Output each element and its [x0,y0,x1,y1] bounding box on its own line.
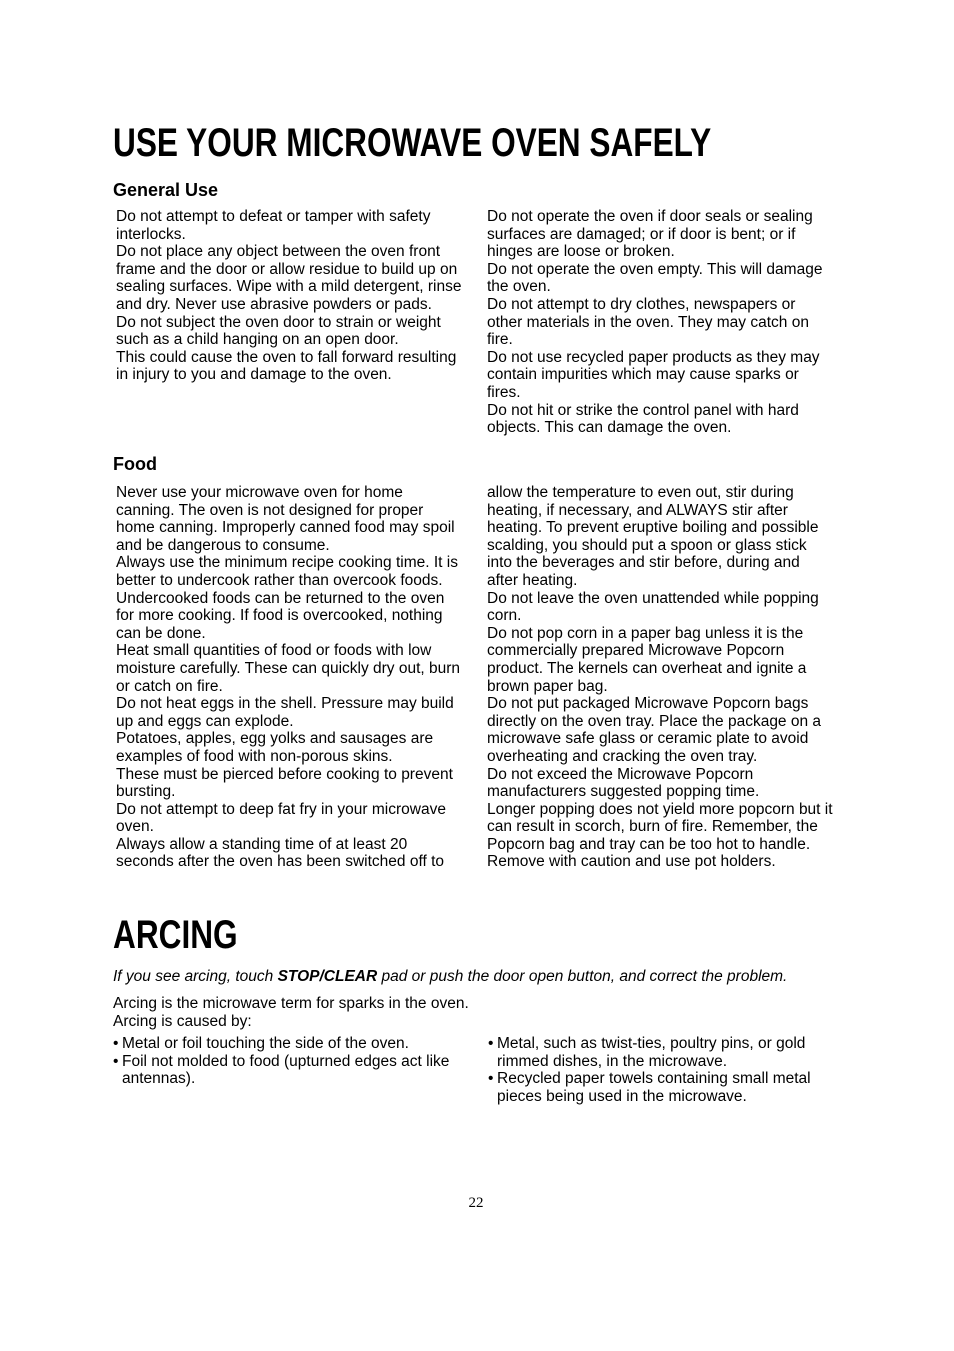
paragraph: Do not exceed the Microwave Popcorn manufacturers suggested popping time. [487,765,760,801]
bullet-icon: • [113,1035,119,1052]
section-title-arcing: ARCING [113,913,238,957]
paragraph: Always use the minimum recipe cooking time. It is better to undercook rather than overcook foods. Undercooked foods can be returned to the oven for more cooking. If food is overcooked, nothing can be done. [116,554,458,642]
paragraph: Do not subject the oven door to strain or weight such as a child hanging on an open door. [116,313,441,349]
paragraph: Do not operate the oven empty. This will damage the oven. [487,260,823,296]
intro-text-before: If you see arcing, touch [113,968,278,985]
paragraph: Heat small quantities of food or foods with low moisture carefully. These can quickly dry out, burn or catch on fire. [116,642,461,695]
paragraph: Do not use recycled paper products as they may contain impurities which may cause sparks or fires. [487,348,820,401]
bullet-icon: • [113,1052,119,1070]
list-item [488,1035,848,1070]
paragraph: Do not attempt to defeat or tamper with safety interlocks. [116,208,431,243]
bullet-icon: • [488,1070,494,1088]
arcing-causes-left-list [113,1035,473,1088]
food-left-column [116,484,476,871]
paragraph: allow the temperature to even out, stir during heating, if necessary, and ALWAYS stir after heating. To prevent eruptive boiling and possible scalding, you should put a spoon or glass stick into the beverages and stir before, during and after heating. [487,484,819,589]
paragraph: Do not heat eggs in the shell. Pressure may build up and eggs can explode. [116,695,454,730]
list-item-text: Recycled paper towels containing small metal pieces being used in the microwave. [497,1070,811,1105]
paragraph: Never use your microwave oven for home canning. The oven is not designed for proper home canning. Improperly canned food may spoil and be dangerous to consume. [116,484,455,554]
subheading-food: Food [113,454,157,474]
paragraph: Do not attempt to dry clothes, newspapers or other materials in the oven. They may catch on fire. [487,295,809,349]
paragraph: Do not operate the oven if door seals or sealing surfaces are damaged; or if door is bent; or if hinges are loose or broken. [487,208,813,261]
paragraph: Do not put packaged Microwave Popcorn bags directly on the oven tray. Place the package on a microwave safe glass or ceramic plate to avoid overheating and cracking the oven tray. [487,695,822,765]
paragraph: Do not hit or strike the control panel with hard objects. This can damage the oven. [487,401,799,437]
list-item [113,1035,473,1053]
general-use-left-column [116,208,476,384]
paragraph: Always allow a standing time of at least 20 seconds after the oven has been switched off to [116,835,445,871]
food-right-column [487,484,847,871]
description-line: Arcing is the microwave term for sparks in the oven. [113,995,469,1012]
list-item-text: Foil not molded to food (upturned edges act like antennas). [122,1052,450,1088]
general-use-right-column [487,208,847,437]
description-line: Arcing is caused by: [113,1012,252,1030]
paragraph: This could cause the oven to fall forward resulting in injury to you and damage to the oven. [116,348,457,384]
list-item-text: Metal or foil touching the side of the oven. [122,1035,409,1052]
paragraph: Longer popping does not yield more popcorn but it can result in scorch, burn of fire. Remember, the Popcorn bag and tray can be too hot to handle. Remove with caution and use pot holders. [487,800,833,871]
bullet-icon: • [488,1035,494,1052]
arcing-intro-note [113,968,787,986]
paragraph: Do not leave the oven unattended while popping corn. [487,589,819,625]
stop-clear-pad-label: STOP/CLEAR [277,968,378,985]
list-item [488,1070,848,1105]
paragraph: Potatoes, apples, egg yolks and sausages are examples of food with non-porous skins. [116,730,434,765]
intro-text-after: pad or push the door open button, and correct the problem. [377,968,788,985]
section-title-safety: USE YOUR MICROWAVE OVEN SAFELY [113,121,712,165]
arcing-description [113,995,469,1030]
paragraph: These must be pierced before cooking to prevent bursting. [116,765,453,801]
subheading-general-use: General Use [113,180,219,200]
paragraph: Do not attempt to deep fat fry in your microwave oven. [116,800,446,836]
paragraph: Do not place any object between the oven front frame and the door or allow residue to build up on sealing surfaces. Wipe with a mild detergent, rinse and dry. Never use abrasive powders or pads. [116,243,462,313]
paragraph: Do not pop corn in a paper bag unless it is the commercially prepared Microwave Popcorn product. The kernels can overheat and ignite a brown paper bag. [487,624,807,695]
list-item [113,1053,473,1088]
page-number: 22 [468,1195,484,1211]
list-item-text: Metal, such as twist-ties, poultry pins, or gold rimmed dishes, in the microwave. [497,1035,806,1070]
arcing-causes-right-list [488,1035,848,1105]
